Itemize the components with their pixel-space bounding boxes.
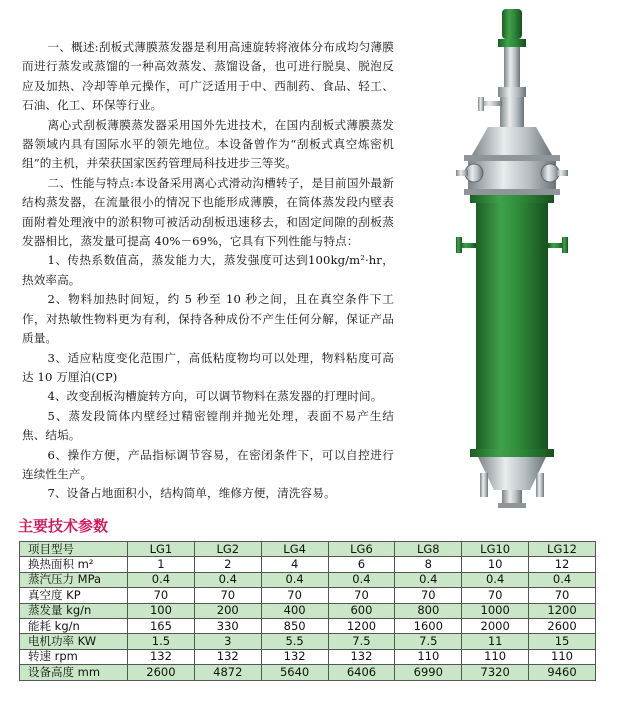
feature-item: 7、设备占地面积小，结构简单，维修方便，清洗容易。 [47,486,336,501]
table-cell: 165 [128,618,195,633]
table-cell: 70 [529,588,596,603]
table-cell: 7.5 [328,634,395,649]
table-cell: 1.5 [128,634,195,649]
table-cell: 70 [328,588,395,603]
table-cell: 100 [128,603,195,618]
table-cell: 70 [462,588,529,603]
table-cell: 0.4 [128,572,195,587]
table-row [20,634,596,649]
table-cell: 6 [328,557,395,572]
table-header-cell: LG10 [462,542,529,557]
table-cell: 7.5 [395,634,462,649]
feature-item: 1、传热系数值高，蒸发能力大，蒸发强度可达到100kg/m²·hr，热效率高。 [22,253,394,287]
spec-table [19,541,596,681]
table-row [20,572,596,587]
table-header-cell: LG6 [328,542,395,557]
table-cell: 12 [529,557,596,572]
table-row [20,588,596,603]
intro-text [22,38,394,504]
table-row-label: 换热面积 m² [20,557,128,572]
table-cell: 5.5 [261,634,328,649]
table-cell: 15 [529,634,596,649]
table-cell: 4 [261,557,328,572]
table-cell: 600 [328,603,395,618]
feature-item: 3、适应粘度变化范围广，高低粘度物均可以处理，物料粘度可高达 10 万厘泊(CP) [22,350,394,384]
table-cell: 200 [194,603,261,618]
table-row-label: 电机功率 KW [20,634,128,649]
table-cell: 850 [261,618,328,633]
table-cell: 9460 [529,665,596,680]
table-cell: 132 [328,649,395,664]
table-header-cell: LG8 [395,542,462,557]
table-cell: 0.4 [194,572,261,587]
table-cell: 70 [261,588,328,603]
table-row-label: 蒸发量 kg/n [20,603,128,618]
table-row [20,557,596,572]
table-header-cell: LG1 [128,542,195,557]
table-header-cell: LG4 [261,542,328,557]
table-cell: 110 [462,649,529,664]
table-cell: 3 [194,634,261,649]
table-cell: 400 [261,603,328,618]
table-cell: 0.4 [462,572,529,587]
table-row-label: 蒸汽压力 MPa [20,572,128,587]
table-row [20,618,596,633]
table-row-label: 能耗 kg/n [20,618,128,633]
table-cell: 4872 [194,665,261,680]
table-cell: 8 [395,557,462,572]
table-cell: 6406 [328,665,395,680]
intro-paragraph: 一、概述:刮板式薄膜蒸发器是利用高速旋转将液体分布成均匀薄膜而进行蒸发或蒸馏的一种高效蒸发、蒸馏设备，也可进行脱臭、脱泡反应及加热、冷却等单元操作，可广泛适用于中、西制药、食品、轻工、石油、化工、环保等行业。 [22,40,394,113]
feature-item: 5、蒸发段筒体内壁经过精密镗削并抛光处理，表面不易产生结焦、结垢。 [22,408,394,443]
feature-item: 4、改变刮板沟槽旋转方向，可以调节物料在蒸发器的打理时间。 [47,389,383,404]
table-cell: 110 [529,649,596,664]
table-cell: 1600 [395,618,462,633]
table-row-label: 转速 rpm [20,649,128,664]
table-cell: 0.4 [395,572,462,587]
table-cell: 5640 [261,665,328,680]
table-cell: 0.4 [261,572,328,587]
table-header-cell: LG12 [529,542,596,557]
table-row-label: 真空度 KP [20,588,128,603]
evaporator-illustration [440,5,580,515]
table-cell: 7320 [462,665,529,680]
table-cell: 70 [194,588,261,603]
table-cell: 10 [462,557,529,572]
table-row-label: 设备高度 mm [20,665,128,680]
table-cell: 2000 [462,618,529,633]
table-cell: 2600 [529,618,596,633]
table-cell: 132 [261,649,328,664]
table-cell: 1200 [529,603,596,618]
table-cell: 132 [194,649,261,664]
table-cell: 330 [194,618,261,633]
table-cell: 1000 [462,603,529,618]
table-cell: 1200 [328,618,395,633]
table-cell: 6990 [395,665,462,680]
table-cell: 0.4 [529,572,596,587]
table-header-cell: LG2 [194,542,261,557]
table-cell: 0.4 [328,572,395,587]
intro-paragraph: 二、性能与特点:本设备采用离心式滑动沟槽转子，是目前国外最新结构蒸发器，在流量很小的情况下也能形成薄膜，在筒体蒸发段内壁表面附着处理液中的淤积物可被活动刮板迅速移去，和固定间隙的刮板蒸发器相比，蒸发量可提高 40%－69%，它具有下列性能与特点： [22,175,394,249]
table-cell: 2600 [128,665,195,680]
feature-item: 6、操作方便，产品指标调节容易，在密闭条件下，可以自控进行连续性生产。 [22,447,394,481]
table-cell: 2 [194,557,261,572]
feature-item: 2、物料加热时间短，约 5 秒至 10 秒之间，且在真空条件下工作，对热敏性物料更为有利，保持各种成份不产生任何分解，保证产品质量。 [22,292,394,346]
table-cell: 132 [128,649,195,664]
table-cell: 70 [128,588,195,603]
table-row [20,603,596,618]
table-header-row [20,542,596,557]
intro-paragraph: 离心式刮板薄膜蒸发器采用国外先进技术，在国内刮板式薄膜蒸发器领域内具有国际水平的领先地位。本设备曾作为“刮板式真空炼密机组”的主机，并荣获国家医药管理局科技进步三等奖。 [22,117,394,171]
table-cell: 70 [395,588,462,603]
spec-section-title: 主要技术参数 [18,517,109,535]
table-cell: 11 [462,634,529,649]
table-cell: 110 [395,649,462,664]
table-row [20,649,596,664]
table-header-cell: 项目型号 [20,542,128,557]
table-row [20,665,596,680]
table-cell: 1 [128,557,195,572]
table-cell: 800 [395,603,462,618]
